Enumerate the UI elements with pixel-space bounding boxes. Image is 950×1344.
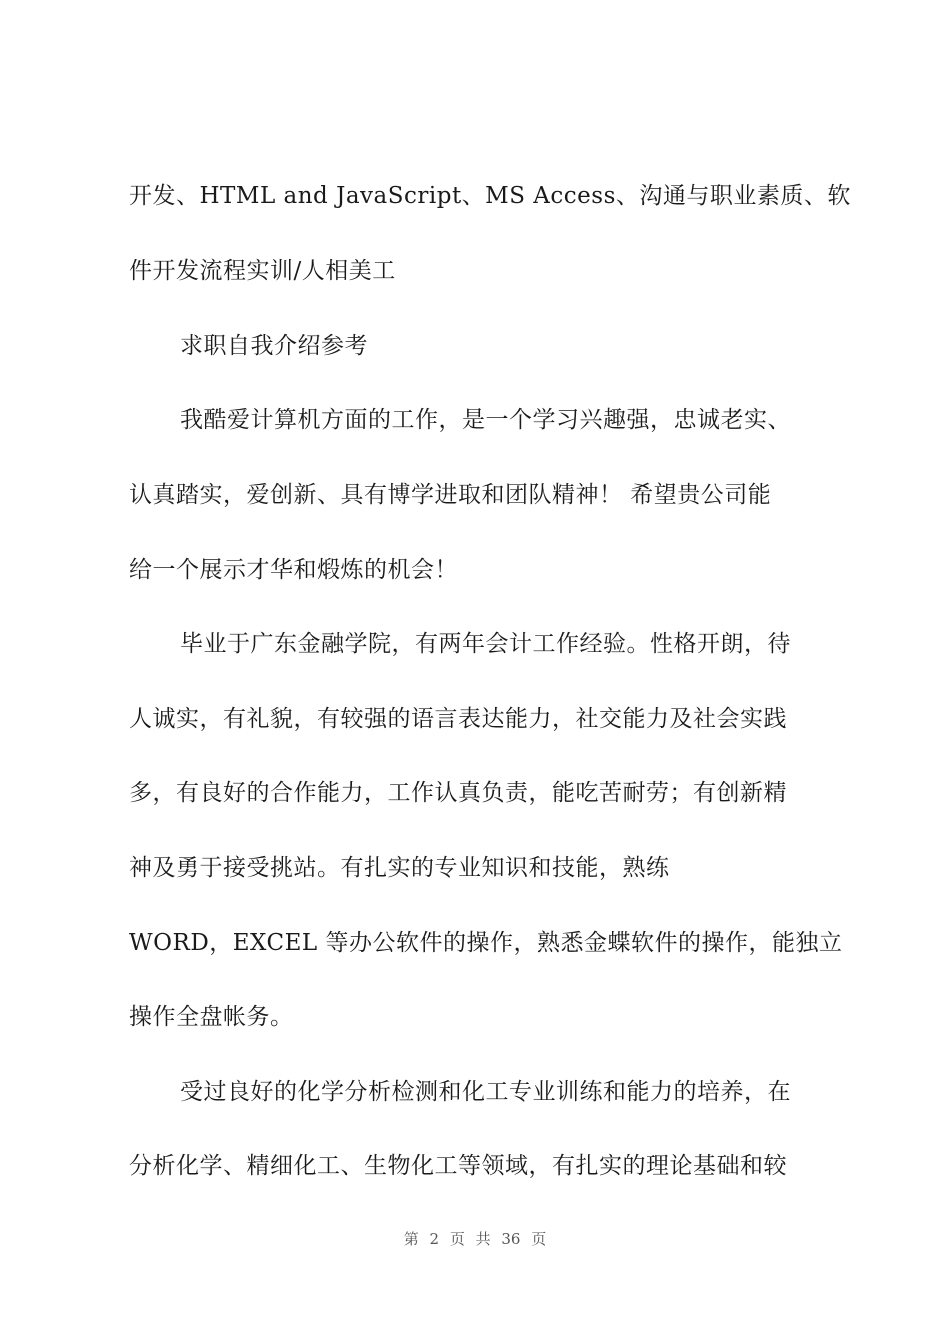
section-heading: 求职自我介绍参考	[180, 333, 368, 359]
text-line: 毕业于广东金融学院，有两年会计工作经验。性格开朗，待	[180, 631, 791, 657]
text-line: 我酷爱计算机方面的工作，是一个学习兴趣强，忠诚老实、	[180, 407, 791, 433]
text-line: 分析化学、精细化工、生物化工等领域，有扎实的理论基础和较	[129, 1153, 787, 1179]
text-line: WORD，EXCEL 等办公软件的操作，熟悉金蝶软件的操作，能独立	[129, 930, 843, 956]
text-line: 件开发流程实训/人相美工	[129, 258, 396, 284]
text-line: 神及勇于接受挑站。有扎实的专业知识和技能，熟练	[129, 855, 670, 881]
text-line: 多，有良好的合作能力，工作认真负责，能吃苦耐劳；有创新精	[129, 780, 787, 806]
text-line: 开发、HTML and JavaScript、MS Access、沟通与职业素质、软	[129, 183, 851, 209]
text-line: 认真踏实，爱创新、具有博学进取和团队精神！ 希望贵公司能	[129, 482, 772, 508]
text-line: 受过良好的化学分析检测和化工专业训练和能力的培养，在	[180, 1079, 791, 1105]
page-footer: 第 2 页 共 36 页	[403, 1230, 547, 1248]
text-line: 人诚实，有礼貌，有较强的语言表达能力，社交能力及社会实践	[129, 706, 787, 732]
text-line: 操作全盘帐务。	[129, 1004, 294, 1030]
text-line: 给一个展示才华和煅炼的机会！	[129, 557, 458, 583]
